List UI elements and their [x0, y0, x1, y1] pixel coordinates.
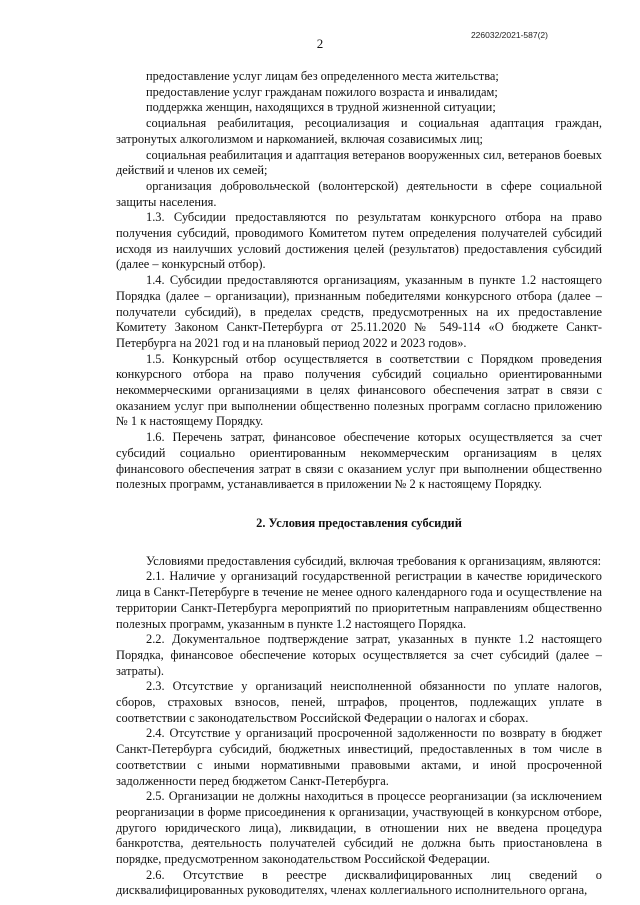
- section-heading: 2. Условия предоставления субсидий: [256, 515, 462, 530]
- list-item-volunteering: организация добровольческой (волонтерской) деятельности в сфере социальной защиты населения.: [116, 178, 602, 209]
- clause-2-5: 2.5. Организации не должны находиться в процессе реорганизации (за исключением реорганизации в форме присоединения к организации, участвующей в конкурсном отборе, другого юридического лица), ликвидации, в отношении них не введена процедура банкротства, деятельность получателей субсидий не должна быть приостановлена в порядке, предусмотренном законодательством Российской Федерации.: [116, 789, 602, 867]
- list-item-women-support: поддержка женщин, находящихся в трудной жизненной ситуации;: [146, 100, 496, 115]
- list-item-veterans-rehabilitation: социальная реабилитация и адаптация ветеранов вооруженных сил, ветеранов боевых действий и членов их семей;: [116, 147, 602, 178]
- document-registration-code: 226032/2021-587(2): [470, 30, 548, 40]
- list-item-elderly-disabled: предоставление услуг гражданам пожилого возраста и инвалидам;: [146, 84, 498, 99]
- clause-2-1: 2.1. Наличие у организаций государственной регистрации в качестве юридического лица в Санкт-Петербурге в течение не менее одного календарного года и осуществление на территории Санкт-Петербурга мероприятий по приоритетным направлениям общественно полезных программ, указанным в пункте 1.2 настоящего Порядка.: [116, 569, 602, 631]
- conditions-intro: Условиями предоставления субсидий, включая требования к организациям, являются:: [146, 553, 602, 568]
- list-item-homeless: предоставление услуг лицам без определенного места жительства;: [146, 69, 499, 83]
- list-item-rehabilitation-addiction: социальная реабилитация, ресоциализация и социальная адаптация граждан, затронутых алкоголизмом и наркоманией, включая созависимых лиц;: [116, 116, 602, 146]
- document-body: [116, 69, 602, 899]
- clause-1-3: 1.3. Субсидии предоставляются по результатам конкурсного отбора на право получения субсидий, проводимого Комитетом путем определения получателей субсидий исходя из наилучших условий достижения целей (результатов) предоставления субсидий (далее – конкурсный отбор).: [116, 210, 602, 272]
- clause-2-3: 2.3. Отсутствие у организаций неисполненной обязанности по уплате налогов, сборов, страховых взносов, пеней, штрафов, процентов, подлежащих уплате в соответствии с законодательством Российской Федерации о налогах и сборах.: [116, 679, 602, 725]
- clause-1-5: 1.5. Конкурсный отбор осуществляется в соответствии с Порядком проведения конкурсного отбора на право получения субсидий социально ориентированными некоммерческими организациями в целях финансового обеспечения затрат в связи с оказанием услуг при выполнении общественно полезных программ согласно приложению № 1 к настоящему Порядку.: [116, 351, 602, 429]
- clause-2-2: 2.2. Документальное подтверждение затрат, указанных в пункте 1.2 настоящего Порядка, финансовое обеспечение которых осуществляется за счет субсидий (далее – затраты).: [116, 632, 602, 678]
- clause-2-6: 2.6. Отсутствие в реестре дисквалифицированных лиц сведений о дисквалифицированных руководителях, членах коллегиального исполнительного органа,: [116, 867, 602, 898]
- clause-1-6: 1.6. Перечень затрат, финансовое обеспечение которых осуществляется за счет субсидий социально ориентированным некоммерческим организациям в целях финансового обеспечения затрат в связи с оказанием услуг при выполнении общественно полезных программ, устанавливается в приложении № 2 к настоящему Порядку.: [116, 430, 602, 492]
- clause-2-4: 2.4. Отсутствие у организаций просроченной задолженности по возврату в бюджет Санкт-Петербурга субсидий, бюджетных инвестиций, предоставленных в том числе в соответствии с иными нормативными правовыми актами, и иной просроченной задолженности перед бюджетом Санкт-Петербурга.: [116, 726, 602, 788]
- clause-1-4: 1.4. Субсидии предоставляются организациям, указанным в пункте 1.2 настоящего Порядка (далее – организации), признанным победителями конкурсного отбора (далее – получатели субсидий), в пределах средств, предусмотренных на их предоставление Комитету Законом Санкт-Петербурга от 25.11.2020 № 549-114 «О бюджете Санкт-Петербурга на 2021 год и на плановый период 2022 и 2023 годов».: [116, 273, 602, 350]
- page-number: 2: [316, 36, 324, 51]
